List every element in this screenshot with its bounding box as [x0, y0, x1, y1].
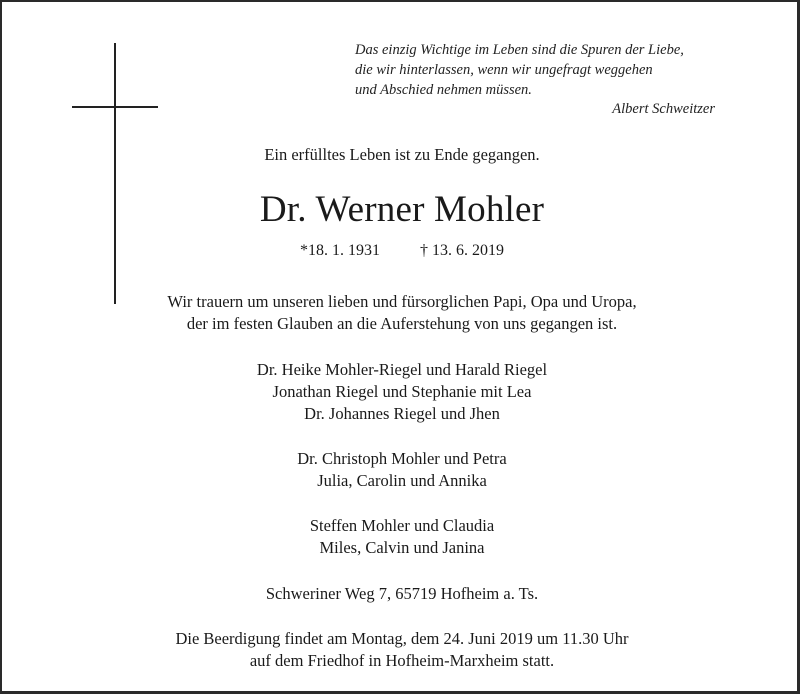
intro-text: Ein erfülltes Leben ist zu Ende gegangen.: [264, 145, 540, 164]
family-address: [2, 583, 800, 605]
birth-date: *18. 1. 1931: [300, 242, 380, 259]
family-line: Steffen Mohler und Claudia: [309, 516, 495, 535]
family-line: Dr. Johannes Riegel und Jhen: [304, 404, 500, 423]
cross-vertical-beam: [114, 43, 116, 304]
quote-line: die wir hinterlassen, wenn wir ungefragt weggehen: [355, 62, 653, 78]
family-line: Miles, Calvin und Janina: [319, 538, 485, 557]
mourning-line: Wir trauern um unseren lieben und fürsorglichen Papi, Opa und Uropa,: [167, 292, 637, 311]
epigraph-quote: [355, 40, 725, 100]
family-group-2: [2, 448, 800, 492]
cross-horizontal-beam: [72, 106, 158, 108]
deceased-name: Dr. Werner Mohler: [259, 189, 545, 230]
funeral-line: auf dem Friedhof in Hofheim-Marxheim statt.: [249, 651, 555, 670]
family-group-3: [2, 515, 800, 559]
address-line: Schweriner Weg 7, 65719 Hofheim a. Ts.: [265, 584, 539, 603]
quote-author: Albert Schweitzer: [612, 101, 715, 117]
quote-line: und Abschied nehmen müssen.: [355, 82, 532, 98]
mourning-line: der im festen Glauben an die Auferstehung von uns gegangen ist.: [186, 314, 618, 333]
life-dates: [2, 242, 800, 260]
family-line: Jonathan Riegel und Stephanie mit Lea: [272, 382, 532, 401]
funeral-line: Die Beerdigung findet am Montag, dem 24. Juni 2019 um 11.30 Uhr: [175, 629, 629, 648]
death-date: † 13. 6. 2019: [420, 242, 504, 259]
quote-line: Das einzig Wichtige im Leben sind die Spuren der Liebe,: [355, 42, 684, 58]
family-line: Dr. Christoph Mohler und Petra: [297, 449, 507, 468]
funeral-info: [2, 628, 800, 672]
family-line: Dr. Heike Mohler-Riegel und Harald Riegel: [256, 360, 548, 379]
family-line: Julia, Carolin und Annika: [317, 471, 487, 490]
mourning-text: [2, 291, 800, 335]
family-group-1: [2, 359, 800, 425]
